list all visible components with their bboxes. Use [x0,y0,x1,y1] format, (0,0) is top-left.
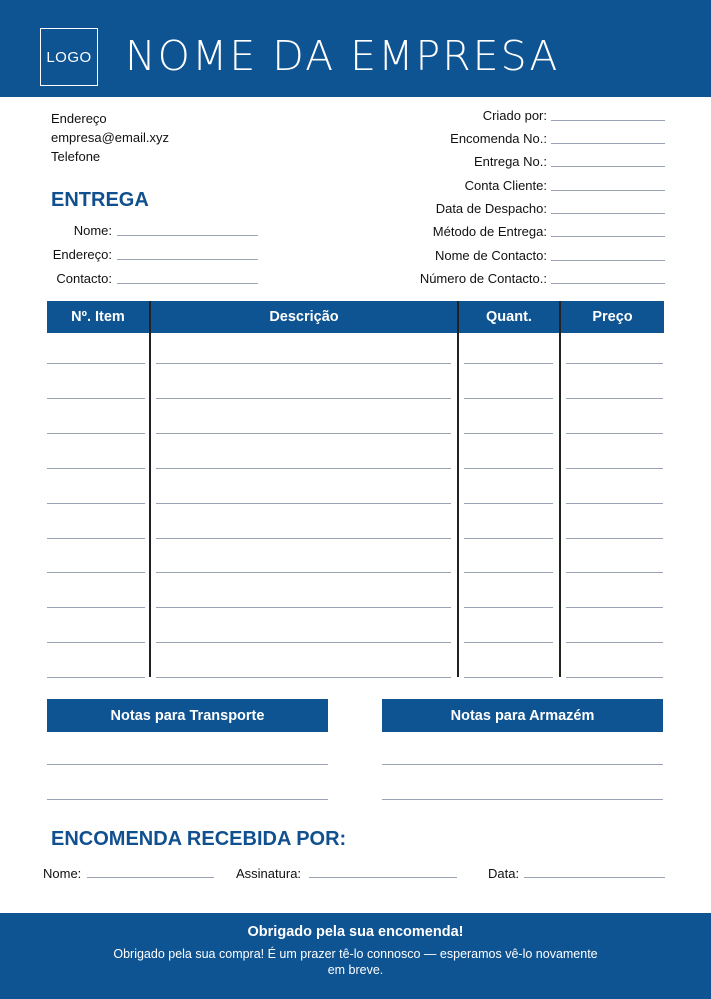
description-cell[interactable] [156,572,451,573]
created-by-label: Criado por: [482,108,547,123]
description-cell[interactable] [156,433,451,434]
signature-field[interactable] [309,877,457,878]
description-cell[interactable] [156,398,451,399]
delivery-method-label: Método de Entrega: [432,224,547,239]
delivery-address-field[interactable] [117,259,258,260]
delivery-title: ENTREGA [51,189,149,211]
received-by-title: ENCOMENDA RECEBIDA POR: [51,828,347,850]
description-cell[interactable] [156,677,451,678]
dispatch-date-field[interactable] [551,213,665,214]
description-cell[interactable] [156,503,451,504]
col-header-description: Descrição [151,301,457,333]
quantity-cell[interactable] [464,642,553,643]
delivery-address-label: Endereço: [52,247,112,262]
customer-account-label: Conta Cliente: [464,178,547,193]
item-number-cell[interactable] [47,572,145,573]
price-cell[interactable] [566,607,663,608]
signature-label: Assinatura: [236,866,302,881]
contact-name-field[interactable] [551,260,665,261]
col-header-item-number: Nº. Item [47,301,149,333]
header-banner [0,0,711,97]
delivery-contact-label: Contacto: [56,271,112,286]
order-number-label: Encomenda No.: [450,131,547,146]
delivery-method-field[interactable] [551,236,665,237]
delivery-number-field[interactable] [551,166,665,167]
description-cell[interactable] [156,538,451,539]
price-cell[interactable] [566,503,663,504]
item-number-cell[interactable] [47,642,145,643]
contact-number-field[interactable] [551,283,665,284]
warehouse-notes-line[interactable] [382,799,663,800]
date-label: Data: [488,866,520,881]
description-cell[interactable] [156,468,451,469]
price-cell[interactable] [566,677,663,678]
company-email: empresa@email.xyz [51,130,169,145]
quantity-cell[interactable] [464,607,553,608]
company-phone: Telefone [51,149,101,164]
company-logo: LOGO [40,28,98,86]
footer-title: Obrigado pela sua encomenda! [247,924,464,940]
price-cell[interactable] [566,538,663,539]
footer-banner [0,913,711,999]
transport-notes-line[interactable] [47,799,328,800]
quantity-cell[interactable] [464,468,553,469]
footer-message: Obrigado pela sua compra! É um prazer tê-lo connosco — esperamos vê-lo novamente em breve. [113,947,598,977]
price-cell[interactable] [566,433,663,434]
quantity-cell[interactable] [464,572,553,573]
item-number-cell[interactable] [47,468,145,469]
order-number-field[interactable] [551,143,665,144]
price-cell[interactable] [566,363,663,364]
company-name: NOME DA EMPRESA [125,32,560,80]
item-number-cell[interactable] [47,398,145,399]
quantity-cell[interactable] [464,503,553,504]
col-divider [149,301,151,677]
price-cell[interactable] [566,468,663,469]
created-by-field[interactable] [551,120,665,121]
item-number-cell[interactable] [47,433,145,434]
warehouse-notes-header: Notas para Armazém [382,699,663,732]
delivery-name-field[interactable] [117,235,258,236]
transport-notes-line[interactable] [47,764,328,765]
description-cell[interactable] [156,642,451,643]
delivery-name-label: Nome: [73,223,112,238]
description-cell[interactable] [156,607,451,608]
date-field[interactable] [524,877,665,878]
col-divider [457,301,459,677]
customer-account-field[interactable] [551,190,665,191]
quantity-cell[interactable] [464,363,553,364]
contact-number-label: Número de Contacto.: [419,271,547,286]
dispatch-date-label: Data de Despacho: [435,201,547,216]
col-divider [559,301,561,677]
col-header-quantity: Quant. [459,301,559,333]
quantity-cell[interactable] [464,398,553,399]
item-number-cell[interactable] [47,363,145,364]
item-number-cell[interactable] [47,677,145,678]
quantity-cell[interactable] [464,538,553,539]
quantity-cell[interactable] [464,677,553,678]
description-cell[interactable] [156,363,451,364]
quantity-cell[interactable] [464,433,553,434]
price-cell[interactable] [566,572,663,573]
col-header-price: Preço [561,301,664,333]
company-address: Endereço [51,111,107,126]
delivery-contact-field[interactable] [117,283,258,284]
warehouse-notes-line[interactable] [382,764,663,765]
received-name-label: Nome: [43,866,82,881]
delivery-number-label: Entrega No.: [474,154,547,169]
price-cell[interactable] [566,642,663,643]
item-number-cell[interactable] [47,607,145,608]
transport-notes-header: Notas para Transporte [47,699,328,732]
item-number-cell[interactable] [47,503,145,504]
received-name-field[interactable] [87,877,214,878]
price-cell[interactable] [566,398,663,399]
contact-name-label: Nome de Contacto: [434,248,547,263]
item-number-cell[interactable] [47,538,145,539]
